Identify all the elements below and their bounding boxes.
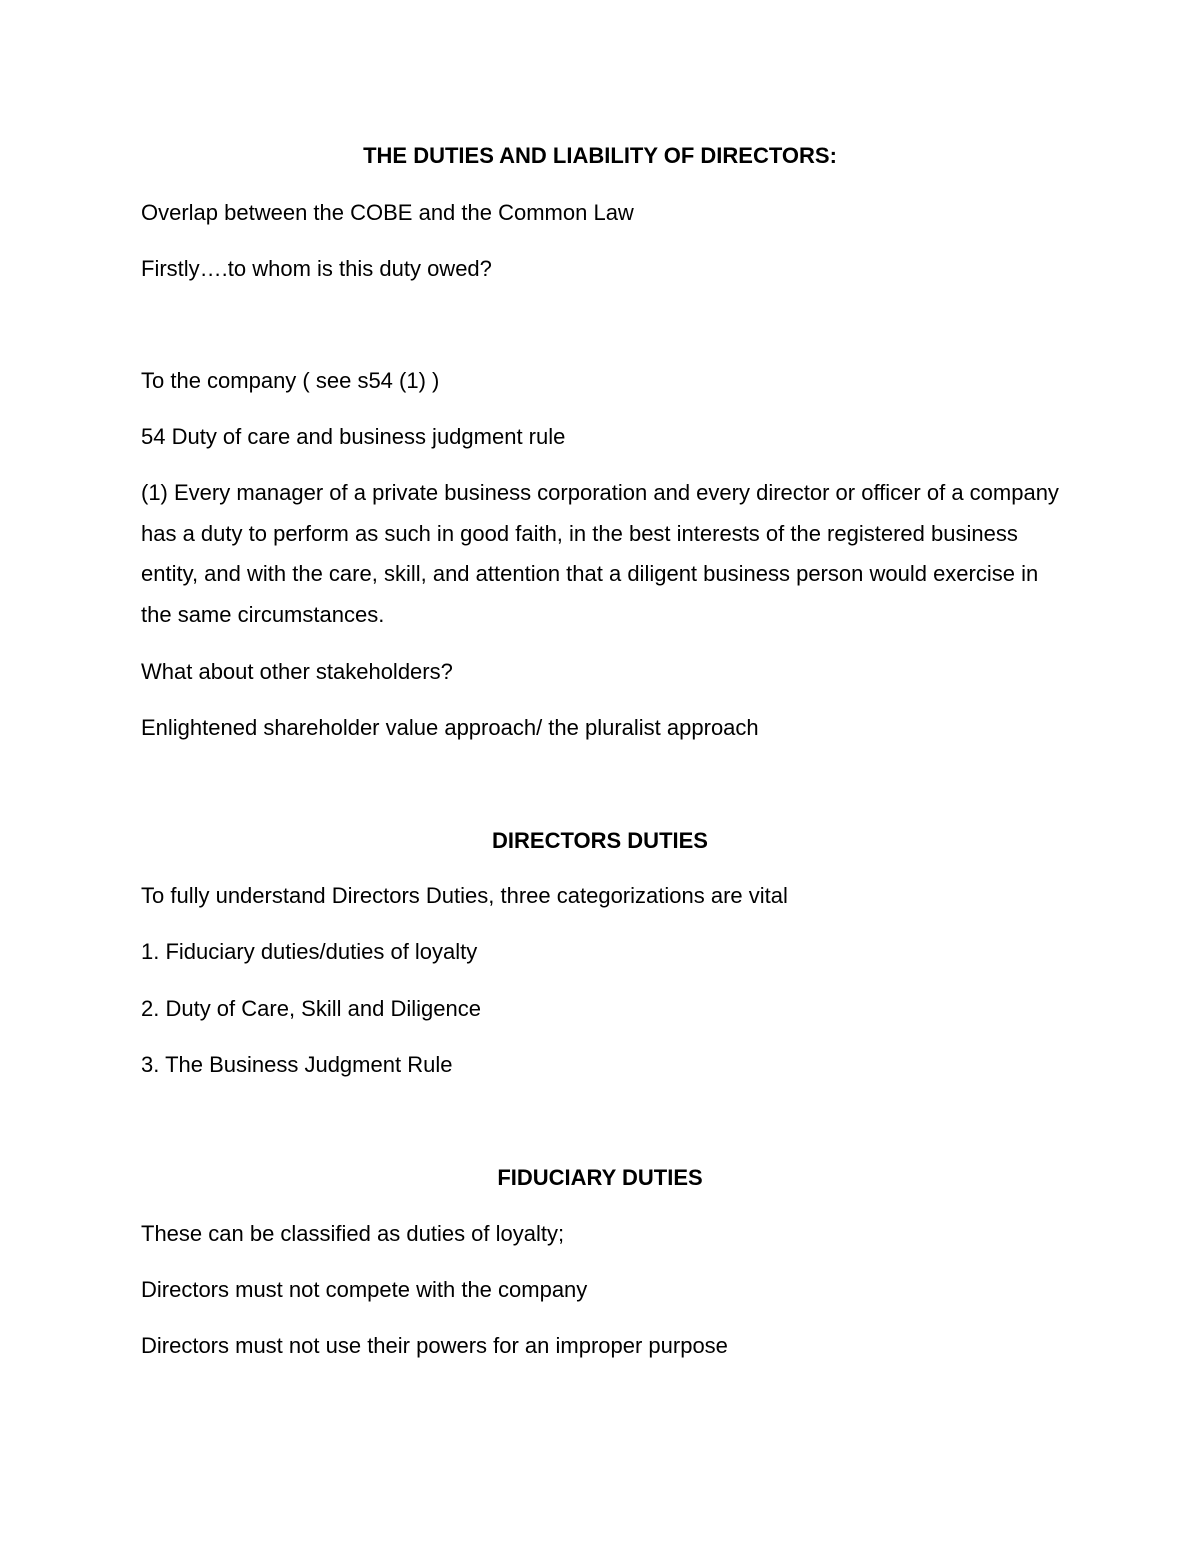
fiduciary-line: Directors must not use their powers for an improper purpose [141,1333,728,1358]
fiduciary-line: These can be classified as duties of loyalty; [141,1221,565,1246]
list-item: 2. Duty of Care, Skill and Diligence [141,996,481,1021]
approach-line: Enlightened shareholder value approach/ the pluralist approach [141,715,759,740]
section-54-text: (1) Every manager of a private business corporation and every director or officer of a company has a duty to perform as such in good faith, in the best interests of the registered business entity, and with the care, skill, and attention that a diligent business person would exercise in the same circumstances. [141,480,1059,627]
to-company-line: To the company ( see s54 (1) ) [141,368,440,393]
list-item: 3. The Business Judgment Rule [141,1052,453,1077]
list-item: 1. Fiduciary duties/duties of loyalty [141,939,478,964]
overlap-line: Overlap between the COBE and the Common Law [141,200,634,225]
stakeholders-line: What about other stakeholders? [141,659,453,684]
document-title: THE DUTIES AND LIABILITY OF DIRECTORS: [363,143,837,168]
directors-duties-heading: DIRECTORS DUTIES [492,828,708,853]
fiduciary-line: Directors must not compete with the company [141,1277,588,1302]
directors-duties-intro: To fully understand Directors Duties, three categorizations are vital [141,883,788,908]
firstly-line: Firstly….to whom is this duty owed? [141,256,492,281]
section-54-heading: 54 Duty of care and business judgment rule [141,424,566,449]
fiduciary-duties-heading: FIDUCIARY DUTIES [497,1165,703,1190]
